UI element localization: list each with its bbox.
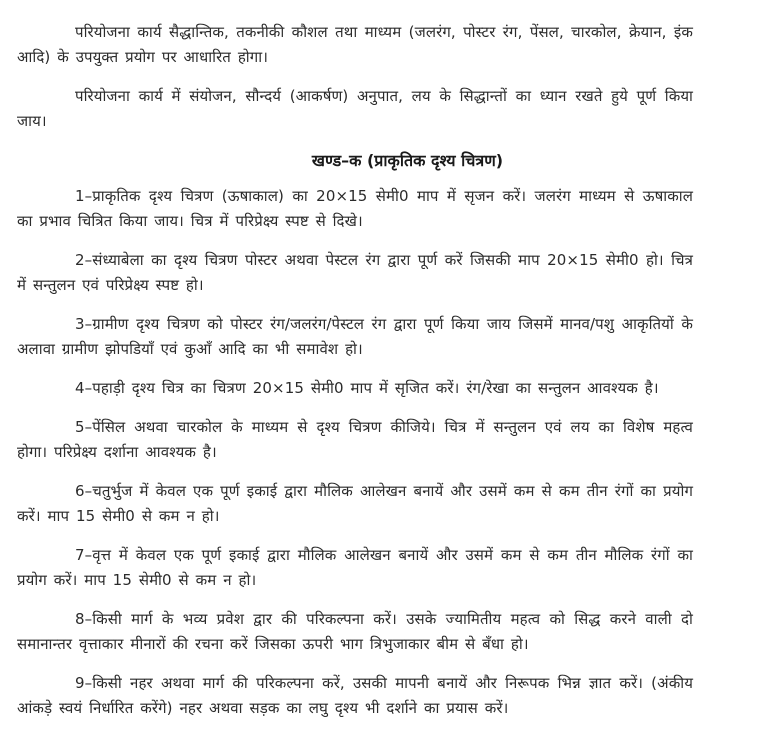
- list-item-8: 8–किसी मार्ग के भव्य प्रवेश द्वार की परिकल्पना करें। उसके ज्यामितीय महत्व को सिद्ध करने वाली दो समानान्तर वृत्ताकार मीनारों की रचना करें जिसका ऊपरी भाग त्रिभुजाकार बीम से बँधा हो।: [17, 610, 693, 653]
- section-heading: खण्ड–क (प्राकृतिक दृश्य चित्रण): [311, 151, 504, 170]
- list-item-5: 5–पेंसिल अथवा चारकोल के माध्यम से दृश्य चित्रण कीजिये। चित्र में सन्तुलन एवं लय का विशेष महत्व होगा। परिप्रेक्ष्य दर्शाना आवश्यक है।: [17, 418, 693, 461]
- list-item-6: 6–चतुर्भुज में केवल एक पूर्ण इकाई द्वारा मौलिक आलेखन बनायें और उसमें कम से कम तीन रंगों का प्रयोग करें। माप 15 सेमी0 से कम न हो।: [17, 482, 693, 525]
- list-item-3: 3–ग्रामीण दृश्य चित्रण को पोस्टर रंग/जलरंग/पेस्टल रंग द्वारा पूर्ण किया जाय जिसमें मानव/पशु आकृतियों के अलावा ग्रामीण झोपडियाँ एवं कुआँ आदि का भी समावेश हो।: [17, 315, 693, 358]
- intro-paragraph-1: परियोजना कार्य सैद्धान्तिक, तकनीकी कौशल तथा माध्यम (जलरंग, पोस्टर रंग, पेंसल, चारकोल, क्रेयान, इंक आदि) के उपयुक्त प्रयोग पर आधारित होगा।: [17, 23, 693, 66]
- intro-paragraph-2: परियोजना कार्य में संयोजन, सौन्दर्य (आकर्षण) अनुपात, लय के सिद्धान्तों का ध्यान रखते हुये पूर्ण किया जाय।: [17, 87, 693, 130]
- list-item-2: 2–संध्याबेला का दृश्य चित्रण पोस्टर अथवा पेस्टल रंग द्वारा पूर्ण करें जिसकी माप 20×15 सेमी0 हो। चित्र में सन्तुलन एवं परिप्रेक्ष्य स्पष्ट हो।: [17, 251, 693, 294]
- document-page: [17, 20, 693, 735]
- list-item-7: 7–वृत्त में केवल एक पूर्ण इकाई द्वारा मौलिक आलेखन बनायें और उसमें कम से कम तीन मौलिक रंगों का प्रयोग करें। माप 15 सेमी0 से कम न हो।: [17, 546, 693, 589]
- list-item-9: 9–किसी नहर अथवा मार्ग की परिकल्पना करें, उसकी मापनी बनायें और निरूपक भिन्न ज्ञात करें। (अंकीय आंकड़े स्वयं निर्धारित करेंगे) नहर अथवा सड़क का लघु दृश्य भी दर्शाने का प्रयास करें।: [17, 674, 693, 717]
- list-item-4: 4–पहाड़ी दृश्य चित्र का चित्रण 20×15 सेमी0 माप में सृजित करें। रंग/रेखा का सन्तुलन आवश्यक है।: [75, 379, 659, 397]
- list-item-1: 1–प्राकृतिक दृश्य चित्रण (ऊषाकाल) का 20×15 सेमी0 माप में सृजन करें। जलरंग माध्यम से ऊषाकाल का प्रभाव चित्रित किया जाय। चित्र में परिप्रेक्ष्य स्पष्ट से दिखे।: [17, 187, 693, 230]
